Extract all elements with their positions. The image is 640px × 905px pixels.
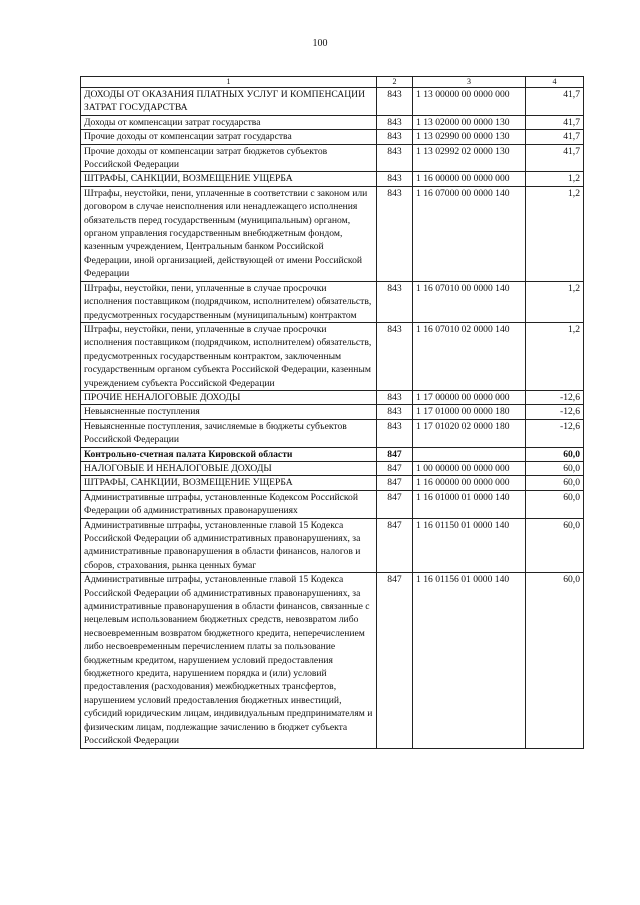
row-admin-code-cell: 843: [377, 144, 413, 172]
row-name-cell: Невыясненные поступления, зачисляемые в бюджеты субъектов Российской Федерации: [81, 419, 377, 447]
row-admin-code-cell: 847: [377, 461, 413, 475]
page-number: 100: [312, 38, 328, 49]
row-amount-cell: 60,0: [526, 447, 584, 461]
row-name-cell: ШТРАФЫ, САНКЦИИ, ВОЗМЕЩЕНИЕ УЩЕРБА: [81, 476, 377, 490]
row-classification-code-cell: 1 16 01150 01 0000 140: [413, 518, 526, 573]
table-row: [81, 476, 584, 490]
row-admin-code-cell: 843: [377, 390, 413, 404]
table-row: [81, 405, 584, 419]
row-amount-cell: 60,0: [526, 490, 584, 518]
row-classification-code-cell: [413, 447, 526, 461]
row-admin-code-cell: 847: [377, 573, 413, 748]
row-name-cell: Прочие доходы от компенсации затрат бюджетов субъектов Российской Федерации: [81, 144, 377, 172]
table-row: [81, 88, 584, 116]
row-classification-code-cell: 1 00 00000 00 0000 000: [413, 461, 526, 475]
row-amount-cell: 1,2: [526, 172, 584, 186]
table-row: [81, 419, 584, 447]
row-amount-cell: 60,0: [526, 573, 584, 748]
row-name-cell: Доходы от компенсации затрат государства: [81, 115, 377, 129]
row-classification-code-cell: 1 17 00000 00 0000 000: [413, 390, 526, 404]
row-admin-code-cell: 843: [377, 130, 413, 144]
revenue-table-body: [81, 77, 584, 749]
row-admin-code-cell: 843: [377, 405, 413, 419]
row-admin-code-cell: 847: [377, 447, 413, 461]
row-classification-code-cell: 1 13 02992 02 0000 130: [413, 144, 526, 172]
row-admin-code-cell: 843: [377, 281, 413, 322]
revenue-table: [80, 76, 584, 749]
row-name-cell: Административные штрафы, установленные главой 15 Кодекса Российской Федерации об административных правонарушениях, за административные правонарушения в области финансов, налогов и сборов, страхования, рынка ценных бумаг: [81, 518, 377, 573]
row-classification-code-cell: 1 17 01000 00 0000 180: [413, 405, 526, 419]
row-classification-code-cell: 1 16 07010 02 0000 140: [413, 322, 526, 390]
table-row: [81, 573, 584, 748]
row-amount-cell: 60,0: [526, 476, 584, 490]
table-row: [81, 518, 584, 573]
row-admin-code-cell: 843: [377, 186, 413, 281]
table-row: [81, 281, 584, 322]
row-classification-code-cell: 1 16 07000 00 0000 140: [413, 186, 526, 281]
table-row: [81, 130, 584, 144]
table-row: [81, 322, 584, 390]
row-name-cell: ДОХОДЫ ОТ ОКАЗАНИЯ ПЛАТНЫХ УСЛУГ И КОМПЕНСАЦИИ ЗАТРАТ ГОСУДАРСТВА: [81, 88, 377, 116]
row-name-cell: НАЛОГОВЫЕ И НЕНАЛОГОВЫЕ ДОХОДЫ: [81, 461, 377, 475]
row-name-cell: Административные штрафы, установленные главой 15 Кодекса Российской Федерации об административных правонарушениях, за административные правонарушения в области финансов, связанные с нецелевым использованием бюджетных средств, невозвратом либо несвоевременным возвратом бюджетного кредита, неперечислением либо несвоевременным перечислением платы за пользование бюджетным кредитом, нарушением условий предоставления бюджетного кредита, нарушением порядка и (или) условий предоставления (расходования) межбюджетных трансфертов, нарушением условий предоставления бюджетных инвестиций, субсидий юридическим лицам, индивидуальным предпринимателям и физическим лицам, подлежащие зачислению в бюджет субъекта Российской Федерации: [81, 573, 377, 748]
row-amount-cell: 1,2: [526, 186, 584, 281]
table-header-row: [81, 77, 584, 88]
table-row: [81, 447, 584, 461]
row-name-cell: Прочие доходы от компенсации затрат государства: [81, 130, 377, 144]
row-name-cell: Контрольно-счетная палата Кировской области: [81, 447, 377, 461]
column-header: 3: [413, 77, 526, 88]
row-classification-code-cell: 1 13 02990 00 0000 130: [413, 130, 526, 144]
row-amount-cell: 41,7: [526, 130, 584, 144]
row-classification-code-cell: 1 13 00000 00 0000 000: [413, 88, 526, 116]
table-row: [81, 461, 584, 475]
row-amount-cell: 1,2: [526, 322, 584, 390]
row-classification-code-cell: 1 16 00000 00 0000 000: [413, 476, 526, 490]
row-admin-code-cell: 847: [377, 476, 413, 490]
row-amount-cell: 41,7: [526, 88, 584, 116]
row-admin-code-cell: 843: [377, 88, 413, 116]
row-name-cell: Штрафы, неустойки, пени, уплаченные в случае просрочки исполнения поставщиком (подрядчиком, исполнителем) обязательств, предусмотренных государственным (муниципальным) контрактом: [81, 281, 377, 322]
table-row: [81, 115, 584, 129]
column-header: 1: [81, 77, 377, 88]
row-amount-cell: 41,7: [526, 144, 584, 172]
table-row: [81, 186, 584, 281]
row-amount-cell: 60,0: [526, 518, 584, 573]
row-name-cell: Административные штрафы, установленные Кодексом Российской Федерации об административных правонарушениях: [81, 490, 377, 518]
row-amount-cell: 41,7: [526, 115, 584, 129]
row-amount-cell: -12,6: [526, 419, 584, 447]
row-admin-code-cell: 843: [377, 322, 413, 390]
row-classification-code-cell: 1 17 01020 02 0000 180: [413, 419, 526, 447]
row-name-cell: Невыясненные поступления: [81, 405, 377, 419]
column-header: 2: [377, 77, 413, 88]
row-admin-code-cell: 847: [377, 518, 413, 573]
row-classification-code-cell: 1 13 02000 00 0000 130: [413, 115, 526, 129]
row-amount-cell: 60,0: [526, 461, 584, 475]
row-admin-code-cell: 843: [377, 115, 413, 129]
row-amount-cell: -12,6: [526, 390, 584, 404]
row-classification-code-cell: 1 16 01156 01 0000 140: [413, 573, 526, 748]
row-name-cell: ШТРАФЫ, САНКЦИИ, ВОЗМЕЩЕНИЕ УЩЕРБА: [81, 172, 377, 186]
column-header: 4: [526, 77, 584, 88]
row-name-cell: Штрафы, неустойки, пени, уплаченные в соответствии с законом или договором в случае неисполнения или ненадлежащего исполнения обязательств перед государственным (муниципальным) органом, органом управления государственным внебюджетным фондом, казенным учреждением, Центральным банком Российской Федерации, иной организацией, действующей от имени Российской Федерации: [81, 186, 377, 281]
row-classification-code-cell: 1 16 00000 00 0000 000: [413, 172, 526, 186]
row-admin-code-cell: 843: [377, 419, 413, 447]
row-amount-cell: 1,2: [526, 281, 584, 322]
table-row: [81, 490, 584, 518]
table-row: [81, 144, 584, 172]
row-admin-code-cell: 847: [377, 490, 413, 518]
row-admin-code-cell: 843: [377, 172, 413, 186]
row-classification-code-cell: 1 16 01000 01 0000 140: [413, 490, 526, 518]
row-name-cell: Штрафы, неустойки, пени, уплаченные в случае просрочки исполнения поставщиком (подрядчиком, исполнителем) обязательств, предусмотренных государственным контрактом, заключенным государственным органом субъекта Российской Федерации, казенным учреждением субъекта Российской Федерации: [81, 322, 377, 390]
table-row: [81, 390, 584, 404]
row-classification-code-cell: 1 16 07010 00 0000 140: [413, 281, 526, 322]
table-row: [81, 172, 584, 186]
row-name-cell: ПРОЧИЕ НЕНАЛОГОВЫЕ ДОХОДЫ: [81, 390, 377, 404]
row-amount-cell: -12,6: [526, 405, 584, 419]
